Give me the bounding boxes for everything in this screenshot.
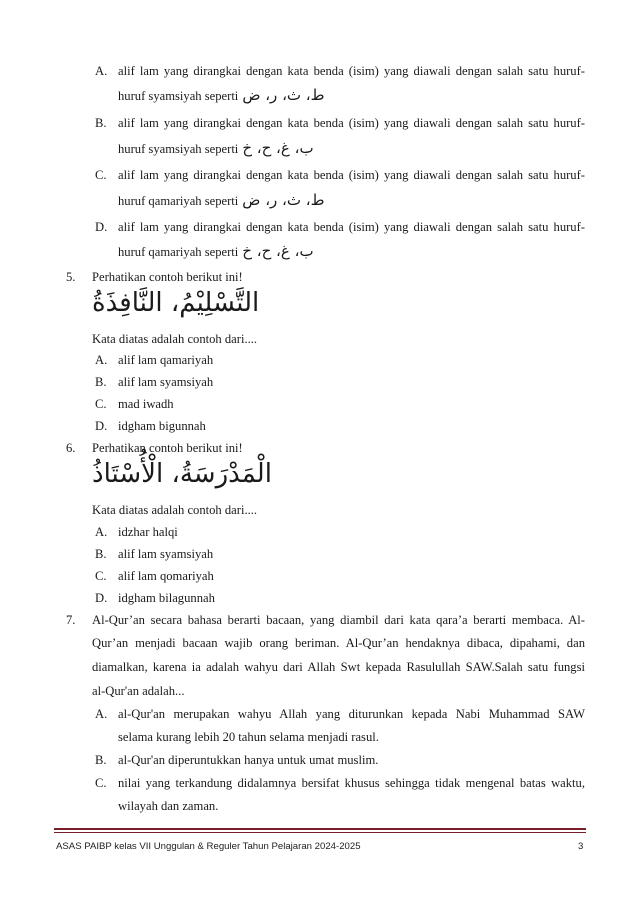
- arabic-letters: ب، غ، ح، خ: [242, 242, 314, 260]
- option-text-line1: nilai yang terkandung didalamnya bersifat khusus sehingga tidak mengenal batas waktu,: [118, 776, 585, 790]
- option-text-line1: al-Qur'an merupakan wahyu Allah yang diturunkan kepada Nabi Muhammad SAW: [118, 707, 585, 721]
- question-number: 6.: [66, 441, 76, 455]
- option-letter: B.: [95, 116, 107, 130]
- option-letter: C.: [95, 168, 107, 182]
- footer-exam-title: ASAS PAIBP kelas VII Unggulan & Reguler Tahun Pelajaran 2024-2025: [56, 841, 361, 852]
- question-prompt: Perhatikan contoh berikut ini!: [92, 270, 243, 284]
- option-text-line2: huruf qamariyah seperti ب، غ، ح، خ: [118, 242, 314, 260]
- option-text: alif lam syamsiyah: [118, 547, 214, 561]
- option-text: mad iwadh: [118, 397, 174, 411]
- option-text-line2: huruf syamsiyah seperti ب، غ، ح، خ: [118, 139, 314, 157]
- option-text-line1: alif lam yang dirangkai dengan kata benda (isim) yang diawali dengan salah satu huruf-: [118, 64, 585, 78]
- option-letter: A.: [95, 64, 108, 78]
- question-number: 7.: [66, 613, 76, 627]
- option-text-line1: alif lam yang dirangkai dengan kata benda (isim) yang diawali dengan salah satu huruf-: [118, 220, 585, 234]
- option-text: idzhar halqi: [118, 525, 178, 539]
- option-text-line1: alif lam yang dirangkai dengan kata benda (isim) yang diawali dengan salah satu huruf-: [118, 116, 585, 130]
- question-text-line2: Qur’an menjadi bacaan wajib orang beriman. Al-Qur’an hendaknya dibaca, dipahami, dan: [92, 636, 585, 650]
- question-text-line3: diamalkan, karena ia adalah wahyu dari Allah Swt kepada Rasulullah SAW.Salah satu fungsi: [92, 660, 585, 674]
- option-text-line2: wilayah dan zaman.: [118, 799, 219, 813]
- option-text: alif lam qamariyah: [118, 353, 214, 367]
- page-number: 3: [578, 841, 584, 852]
- option-letter: B.: [95, 375, 107, 389]
- option-text: alif lam qomariyah: [118, 569, 214, 583]
- footer-divider-thin: [54, 832, 586, 833]
- option-letter: B.: [95, 547, 107, 561]
- arabic-letters: ط، ث، ر، ض: [242, 191, 325, 209]
- option-letter: C.: [95, 397, 107, 411]
- arabic-letters: ط، ث، ر، ض: [242, 86, 325, 104]
- option-letter: A.: [95, 353, 108, 367]
- option-text: idgham bilagunnah: [118, 591, 215, 605]
- footer-divider: [54, 828, 586, 830]
- option-text-line2: huruf qamariyah seperti ط، ث، ر، ض: [118, 191, 325, 209]
- option-text-line1: al-Qur'an diperuntukkan hanya untuk umat muslim.: [118, 753, 379, 767]
- option-letter: D.: [95, 591, 108, 605]
- option-letter: D.: [95, 220, 108, 234]
- option-letter: A.: [95, 707, 108, 721]
- question-text-line1: Al-Qur’an secara bahasa berarti bacaan, yang diambil dari kata qara’a berarti membaca. Al-: [92, 613, 585, 627]
- option-text: alif lam syamsiyah: [118, 375, 214, 389]
- option-letter: B.: [95, 753, 107, 767]
- arabic-example: الْمَدْرَسَةُ، الْأُسْتَاذُ: [92, 459, 272, 489]
- arabic-letters: ب، غ، ح، خ: [242, 139, 314, 157]
- question-text-line4: al-Qur'an adalah...: [92, 684, 185, 698]
- option-letter: A.: [95, 525, 108, 539]
- option-text-line2: selama kurang lebih 20 tahun selama menjadi rasul.: [118, 730, 379, 744]
- question-prompt: Perhatikan contoh berikut ini!: [92, 441, 243, 455]
- option-text-line2: huruf syamsiyah seperti ط، ث، ر، ض: [118, 86, 325, 104]
- arabic-example: التَّسْلِيْمُ، النَّافِذَةُ: [92, 288, 260, 318]
- option-letter: C.: [95, 776, 107, 790]
- question-text: Kata diatas adalah contoh dari....: [92, 332, 258, 346]
- option-text-line1: alif lam yang dirangkai dengan kata benda (isim) yang diawali dengan salah satu huruf-: [118, 168, 585, 182]
- option-letter: D.: [95, 419, 108, 433]
- option-text: idgham bigunnah: [118, 419, 206, 433]
- option-letter: C.: [95, 569, 107, 583]
- question-text: Kata diatas adalah contoh dari....: [92, 503, 258, 517]
- question-number: 5.: [66, 270, 76, 284]
